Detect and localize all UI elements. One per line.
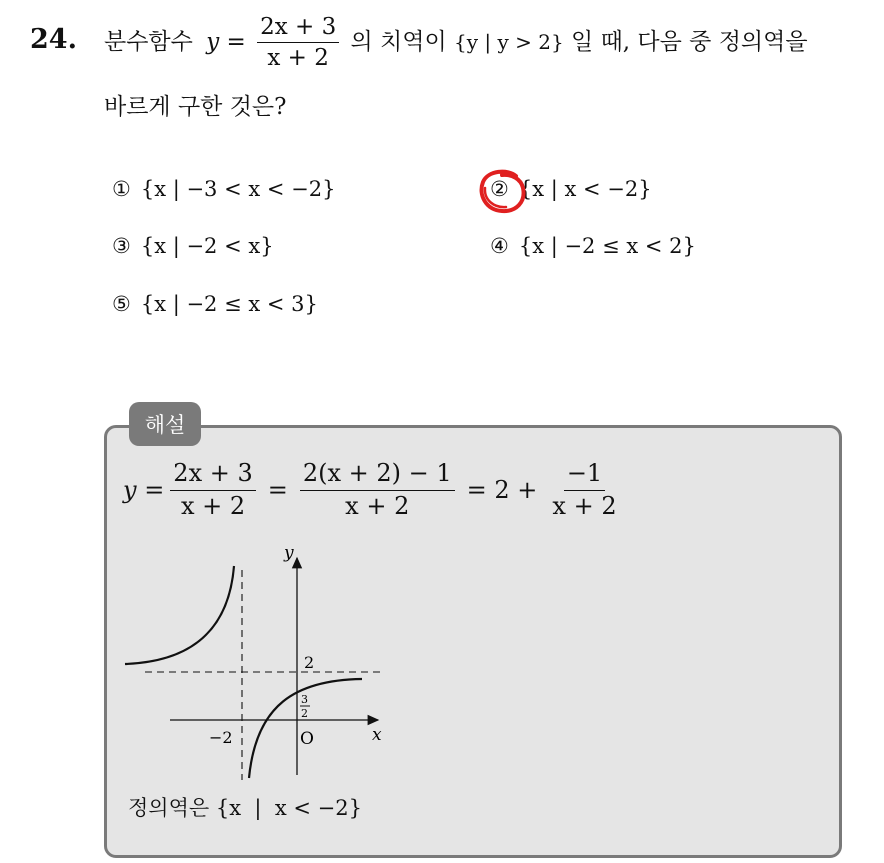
option-2-text: {x | x < −2} [518,177,652,201]
answer-mark-icon [478,168,530,216]
question-fraction [257,14,339,72]
option-3[interactable] [112,234,274,258]
intercept-numerator: 3 [301,693,308,706]
eq-f3-numerator: −1 [564,460,605,491]
option-1[interactable] [112,177,335,201]
option-5-number: ⑤ [112,292,131,316]
eq-f2-denominator: x + 2 [345,491,410,520]
asymptote-y-label: 2 [304,653,315,672]
eq-lhs: y = [123,476,165,505]
question-prefix: 분수함수 [104,28,193,55]
option-3-number: ③ [112,234,131,258]
eq-equals: = [267,476,288,505]
question-suffix: 일 때, 다음 중 정의역을 [571,28,808,55]
solution-equation [123,460,626,520]
intercept-denominator: 2 [301,707,308,720]
option-4-number: ④ [490,234,509,258]
option-1-text: {x | −3 < x < −2} [140,177,336,201]
question-mid: 의 치역이 [350,28,447,55]
origin-label: O [300,729,314,749]
x-axis-label: x [372,725,382,745]
option-5[interactable] [112,292,318,316]
eq-fraction-2 [300,460,455,520]
question-frac-numerator: 2x + 3 [257,14,339,43]
function-graph [120,540,400,790]
option-4[interactable] [490,234,696,258]
answer-prefix: 정의역은 [128,796,210,820]
option-1-number: ① [112,177,131,201]
answer-set: {x | x < −2} [215,796,362,820]
question-line-1 [104,14,808,72]
option-5-text: {x | −2 ≤ x < 3} [140,292,318,316]
question-line-2: 바르게 구한 것은? [104,94,287,120]
question-frac-denominator: x + 2 [267,45,329,72]
eq-f2-numerator: 2(x + 2) − 1 [300,460,455,491]
eq-mid: = 2 + [466,476,538,505]
eq-f3-denominator: x + 2 [552,491,617,520]
y-axis-label: y [284,543,294,563]
option-4-text: {x | −2 ≤ x < 2} [518,234,696,258]
option-3-text: {x | −2 < x} [140,234,274,258]
question-range-set: {y | y > 2} [454,29,564,54]
eq-fraction-1 [170,460,255,520]
question-y-var: y = [206,28,246,55]
asymptote-x-label: −2 [209,728,233,747]
eq-f1-denominator: x + 2 [180,491,246,520]
curve-left-branch [125,566,234,664]
question-number: 24. [30,24,77,55]
option-2-number: ② [490,177,509,201]
solution-label: 해설 [129,402,201,446]
eq-fraction-3 [549,460,619,520]
eq-f1-numerator: 2x + 3 [170,460,255,491]
solution-answer [128,792,362,822]
